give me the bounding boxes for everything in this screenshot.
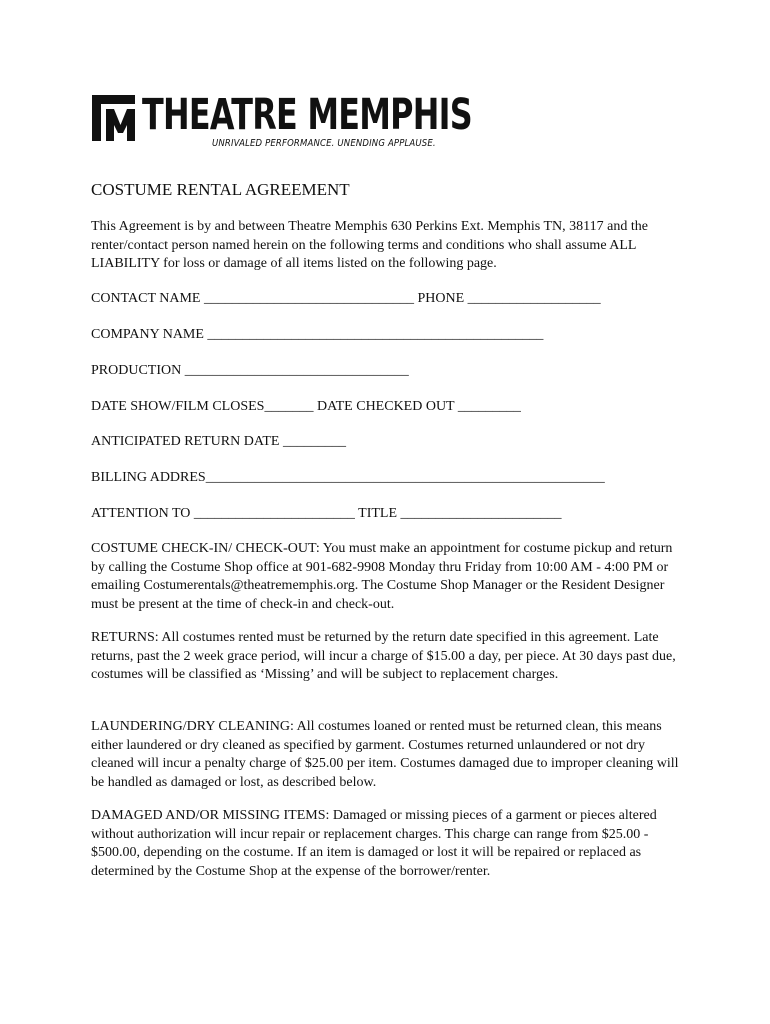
tm-monogram-icon bbox=[92, 95, 135, 141]
production-field[interactable]: PRODUCTION ________________________________ bbox=[91, 363, 409, 378]
intro-paragraph: This Agreement is by and between Theatre Memphis 630 Perkins Ext. Memphis TN, 38117 and the renter/contact person named herein on the following terms and conditions who shall assume ALL LIABILITY for loss or damage of all items listed on the following page. bbox=[91, 219, 648, 271]
logo-tagline: UNRIVALED PERFORMANCE. UNENDING APPLAUSE. bbox=[212, 138, 436, 149]
return-date-field[interactable]: ANTICIPATED RETURN DATE _________ bbox=[91, 434, 346, 449]
attention-title-field[interactable]: ATTENTION TO _______________________ TITLE _______________________ bbox=[91, 506, 562, 521]
returns-section: RETURNS: All costumes rented must be returned by the return date specified in this agreement. Late returns, past the 2 week grace period, will incur a charge of $15.00 a day, per piece. At 30 days past due, costumes will be classified as ‘Missing’ and will be subject to replacement charges. bbox=[91, 630, 676, 682]
document-title: COSTUME RENTAL AGREEMENT bbox=[91, 180, 350, 199]
logo-wordmark: THEATRE MEMPHIS bbox=[142, 90, 472, 140]
theatre-memphis-logo bbox=[92, 90, 472, 156]
damaged-missing-section: DAMAGED AND/OR MISSING ITEMS: Damaged or missing pieces of a garment or pieces altered without authorization will incur repair or replacement charges. This charge can range from $25.00 - $500.00, depending on the costume. If an item is damaged or lost it will be repaired or replaced as determined by the Costume Shop at the expense of the borrower/renter. bbox=[91, 808, 657, 879]
dates-field[interactable]: DATE SHOW/FILM CLOSES_______ DATE CHECKED OUT _________ bbox=[91, 399, 521, 414]
contact-phone-field[interactable]: CONTACT NAME ______________________________ PHONE ___________________ bbox=[91, 291, 601, 306]
company-name-field[interactable]: COMPANY NAME ________________________________________________ bbox=[91, 327, 544, 342]
laundering-section: LAUNDERING/DRY CLEANING: All costumes loaned or rented must be returned clean, this means either laundered or dry cleaned as specified by garment. Costumes returned unlaundered or not dry cleaned will incur a penalty charge of $25.00 per item. Costumes damaged due to improper cleaning will be handled as damaged or lost, as described below. bbox=[91, 719, 679, 790]
billing-address-field[interactable]: BILLING ADDRES_________________________________________________________ bbox=[91, 470, 605, 485]
checkin-section: COSTUME CHECK-IN/ CHECK-OUT: You must make an appointment for costume pickup and return by calling the Costume Shop office at 901-682-9908 Monday thru Friday from 10:00 AM - 4:00 PM or emailing Costumerentals@theatrememphis.org. The Costume Shop Manager or the Resident Designer must be present at the time of check-in and check-out. bbox=[91, 541, 673, 612]
